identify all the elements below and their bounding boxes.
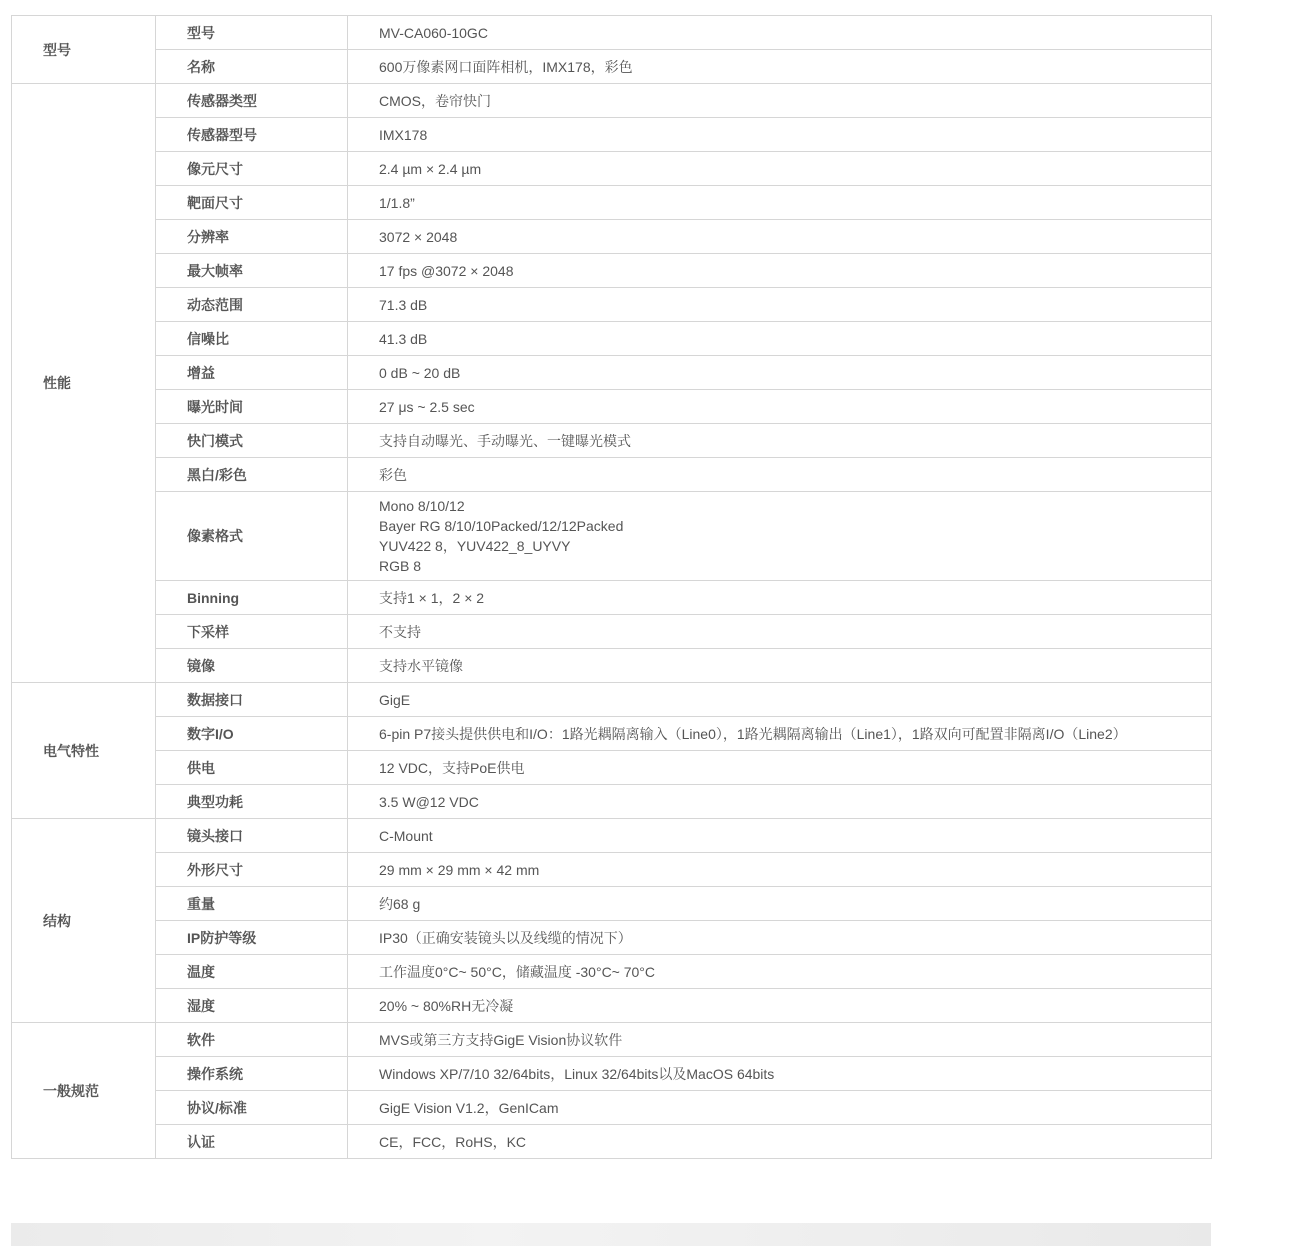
spec-value (348, 186, 1212, 220)
spec-value-line: 6-pin P7接头提供供电和I/O：1路光耦隔离输入（Line0），1路光耦隔离输出（Line1），1路双向可配置非隔离I/O（Line2） (379, 725, 1127, 742)
spec-label: 重量 (156, 887, 348, 921)
table-row (12, 921, 1212, 955)
spec-label: 供电 (156, 751, 348, 785)
table-row (12, 683, 1212, 717)
spec-value (348, 955, 1212, 989)
table-row (12, 751, 1212, 785)
spec-label: 像素格式 (156, 492, 348, 581)
spec-label: 软件 (156, 1023, 348, 1057)
spec-value-line: CMOS，卷帘快门 (379, 92, 491, 109)
spec-value (348, 615, 1212, 649)
spec-value (348, 322, 1212, 356)
table-row (12, 615, 1212, 649)
spec-value-line: 彩色 (379, 466, 407, 483)
spec-value (348, 424, 1212, 458)
spec-value (348, 921, 1212, 955)
spec-value (348, 785, 1212, 819)
table-row (12, 220, 1212, 254)
table-row (12, 819, 1212, 853)
table-row (12, 254, 1212, 288)
spec-value-line: MV-CA060-10GC (379, 24, 488, 41)
spec-value-line: 20% ~ 80%RH无冷凝 (379, 997, 514, 1014)
table-row (12, 288, 1212, 322)
spec-label: 协议/标准 (156, 1091, 348, 1125)
spec-value-line: Mono 8/10/12 (379, 498, 465, 514)
spec-value-line: IP30（正确安装镜头以及线缆的情况下） (379, 929, 632, 946)
spec-value (348, 84, 1212, 118)
spec-label: 型号 (156, 16, 348, 50)
spec-value-line: MVS或第三方支持GigE Vision协议软件 (379, 1031, 623, 1048)
spec-label: 典型功耗 (156, 785, 348, 819)
table-row (12, 16, 1212, 50)
spec-value (348, 492, 1212, 581)
spec-label: 湿度 (156, 989, 348, 1023)
table-row (12, 1057, 1212, 1091)
table-row (12, 50, 1212, 84)
spec-value-line: Bayer RG 8/10/10Packed/12/12Packed (379, 518, 624, 534)
table-row (12, 989, 1212, 1023)
table-row (12, 1091, 1212, 1125)
spec-label: 分辨率 (156, 220, 348, 254)
table-row (12, 785, 1212, 819)
spec-value-line: 29 mm × 29 mm × 42 mm (379, 861, 540, 878)
spec-value-line: 不支持 (379, 623, 421, 640)
spec-label: 传感器类型 (156, 84, 348, 118)
bottom-banner-strip (11, 1223, 1211, 1246)
spec-value-line: 3.5 W@12 VDC (379, 793, 479, 810)
spec-value (348, 853, 1212, 887)
table-row (12, 424, 1212, 458)
spec-value (348, 220, 1212, 254)
table-row (12, 1023, 1212, 1057)
spec-value-line: 2.4 µm × 2.4 µm (379, 160, 482, 177)
spec-value-line: 27 μs ~ 2.5 sec (379, 398, 475, 415)
table-row (12, 955, 1212, 989)
spec-label: 镜头接口 (156, 819, 348, 853)
spec-value-line: 17 fps @3072 × 2048 (379, 262, 514, 279)
spec-label: 增益 (156, 356, 348, 390)
spec-value (348, 751, 1212, 785)
table-row (12, 186, 1212, 220)
spec-value (348, 1057, 1212, 1091)
spec-label: 动态范围 (156, 288, 348, 322)
table-row (12, 492, 1212, 581)
spec-value-line: 3072 × 2048 (379, 228, 458, 245)
spec-value (348, 581, 1212, 615)
spec-value (348, 989, 1212, 1023)
spec-label: 温度 (156, 955, 348, 989)
spec-value (348, 152, 1212, 186)
spec-value-line: GigE Vision V1.2，GenICam (379, 1099, 559, 1116)
table-row (12, 1125, 1212, 1159)
spec-value (348, 458, 1212, 492)
group-label: 性能 (12, 84, 156, 683)
spec-value (348, 390, 1212, 424)
spec-value (348, 254, 1212, 288)
spec-value-line: 41.3 dB (379, 330, 428, 347)
spec-label: IP防护等级 (156, 921, 348, 955)
table-row (12, 390, 1212, 424)
spec-value-line: 1/1.8” (379, 194, 415, 211)
spec-label: 数字I/O (156, 717, 348, 751)
spec-value-line: 支持1 × 1，2 × 2 (379, 589, 485, 606)
spec-label: 名称 (156, 50, 348, 84)
spec-value-line: 600万像素网口面阵相机，IMX178，彩色 (379, 58, 633, 75)
table-row (12, 322, 1212, 356)
spec-label: 数据接口 (156, 683, 348, 717)
spec-value-line: YUV422 8，YUV422_8_UYVY (379, 538, 571, 554)
spec-value-line: C-Mount (379, 827, 433, 844)
spec-label: 快门模式 (156, 424, 348, 458)
table-row (12, 853, 1212, 887)
spec-value-line: CE，FCC，RoHS，KC (379, 1133, 527, 1150)
spec-value (348, 887, 1212, 921)
spec-value-line: 支持水平镜像 (379, 657, 463, 674)
spec-label: 认证 (156, 1125, 348, 1159)
spec-value-line: 71.3 dB (379, 296, 428, 313)
table-row (12, 581, 1212, 615)
spec-value (348, 717, 1212, 751)
spec-label: 最大帧率 (156, 254, 348, 288)
table-row (12, 356, 1212, 390)
spec-value (348, 649, 1212, 683)
spec-value-line: 支持自动曝光、手动曝光、一键曝光模式 (379, 432, 631, 449)
spec-value (348, 50, 1212, 84)
spec-value-line: 12 VDC，支持PoE供电 (379, 759, 525, 776)
group-label: 型号 (12, 16, 156, 84)
spec-table (11, 15, 1212, 1159)
spec-label: 曝光时间 (156, 390, 348, 424)
spec-label: 靶面尺寸 (156, 186, 348, 220)
spec-value (348, 356, 1212, 390)
spec-label: Binning (156, 581, 348, 615)
spec-value (348, 819, 1212, 853)
spec-label: 操作系统 (156, 1057, 348, 1091)
group-label: 电气特性 (12, 683, 156, 819)
spec-label: 下采样 (156, 615, 348, 649)
spec-value-line: 约68 g (379, 895, 421, 912)
spec-value (348, 1091, 1212, 1125)
table-row (12, 649, 1212, 683)
group-label: 一般规范 (12, 1023, 156, 1159)
spec-label: 传感器型号 (156, 118, 348, 152)
table-row (12, 84, 1212, 118)
table-row (12, 458, 1212, 492)
spec-label: 黑白/彩色 (156, 458, 348, 492)
spec-value (348, 118, 1212, 152)
spec-value-line: 0 dB ~ 20 dB (379, 364, 461, 381)
spec-value-line: RGB 8 (379, 558, 422, 574)
spec-value (348, 683, 1212, 717)
spec-label: 像元尺寸 (156, 152, 348, 186)
spec-value (348, 1023, 1212, 1057)
group-label: 结构 (12, 819, 156, 1023)
spec-label: 镜像 (156, 649, 348, 683)
table-row (12, 887, 1212, 921)
table-row (12, 717, 1212, 751)
spec-value-line: 工作温度0°C~ 50°C，储藏温度 -30°C~ 70°C (379, 963, 656, 980)
spec-label: 信噪比 (156, 322, 348, 356)
spec-value (348, 1125, 1212, 1159)
spec-label: 外形尺寸 (156, 853, 348, 887)
spec-value-line: IMX178 (379, 126, 428, 143)
spec-value (348, 16, 1212, 50)
spec-table-body (12, 16, 1212, 1159)
table-row (12, 152, 1212, 186)
spec-value (348, 288, 1212, 322)
table-row (12, 118, 1212, 152)
spec-value-line: Windows XP/7/10 32/64bits，Linux 32/64bits以及MacOS 64bits (379, 1065, 775, 1082)
spec-value-line: GigE (379, 691, 411, 708)
